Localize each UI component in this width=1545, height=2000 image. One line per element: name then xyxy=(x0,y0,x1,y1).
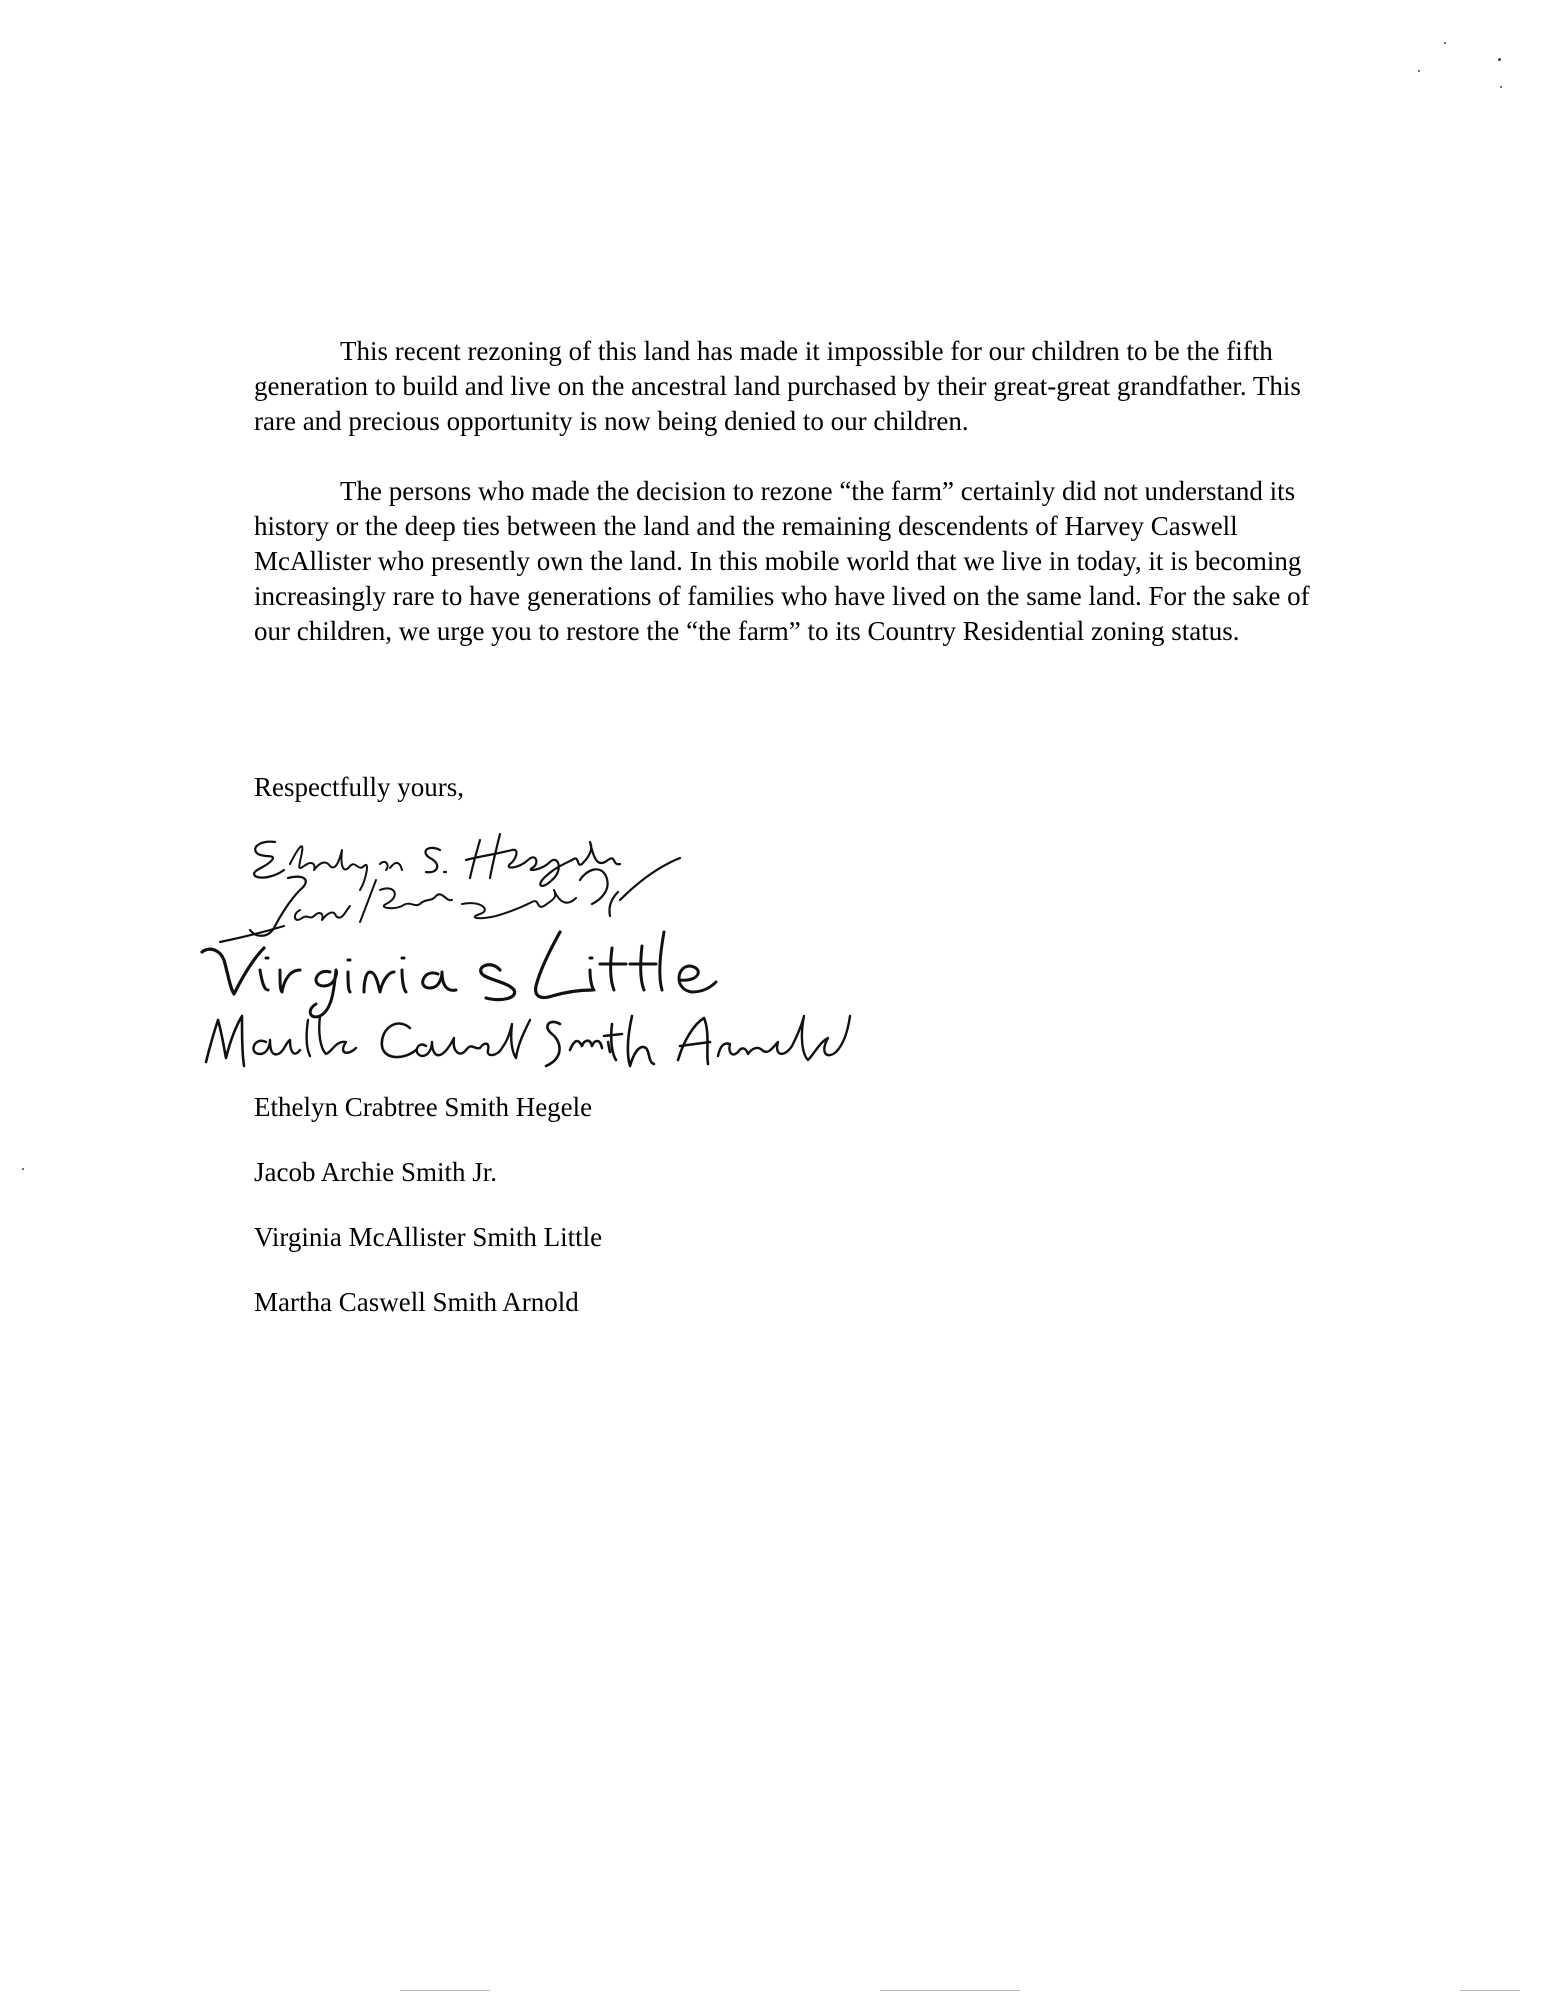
paragraph-rezoning-impact: This recent rezoning of this land has made it impossible for our children to be the fifth generation to build and live on the ancestral land purchased by their great-great grandfather. This rare and precious opportunity is now being denied to our children. xyxy=(254,336,1301,436)
scan-speck xyxy=(1498,58,1501,61)
signature-martha-arnold xyxy=(206,1016,850,1066)
signatory-name: Ethelyn Crabtree Smith Hegele xyxy=(254,1092,593,1122)
scan-speck xyxy=(1418,70,1420,72)
signature-ethelyn-hegele xyxy=(254,834,620,890)
signatory-names xyxy=(254,1090,602,1350)
closing-salutation: Respectfully yours, xyxy=(254,772,464,802)
signatures-drawing xyxy=(180,820,900,1090)
signature-jacob-smith xyxy=(220,858,680,942)
handwritten-signatures xyxy=(180,820,900,1090)
signature-virginia-little xyxy=(202,932,716,1017)
paragraph-restore-request: The persons who made the decision to rezone “the farm” certainly did not understand its history or the deep ties between the land and the remaining descendents of Harvey Caswell McAllister who presently own the land. In this mobile world that we live in today, it is becoming increasingly rare to have generations of families who have lived on the same land. For the sake of our children, we urge you to restore the “the farm” to its Country Residential zoning status. xyxy=(254,476,1310,646)
signatory-name: Virginia McAllister Smith Little xyxy=(254,1222,603,1252)
scan-speck xyxy=(22,1168,24,1170)
scan-edge-line xyxy=(1460,1990,1520,1991)
scan-edge-line xyxy=(880,1990,1020,1991)
signatory-name: Jacob Archie Smith Jr. xyxy=(254,1157,497,1187)
letter-body xyxy=(254,334,1344,649)
scan-edge-line xyxy=(400,1990,490,1991)
scan-speck xyxy=(1444,42,1446,44)
signatory-name: Martha Caswell Smith Arnold xyxy=(254,1287,579,1317)
scan-speck xyxy=(1500,86,1502,88)
